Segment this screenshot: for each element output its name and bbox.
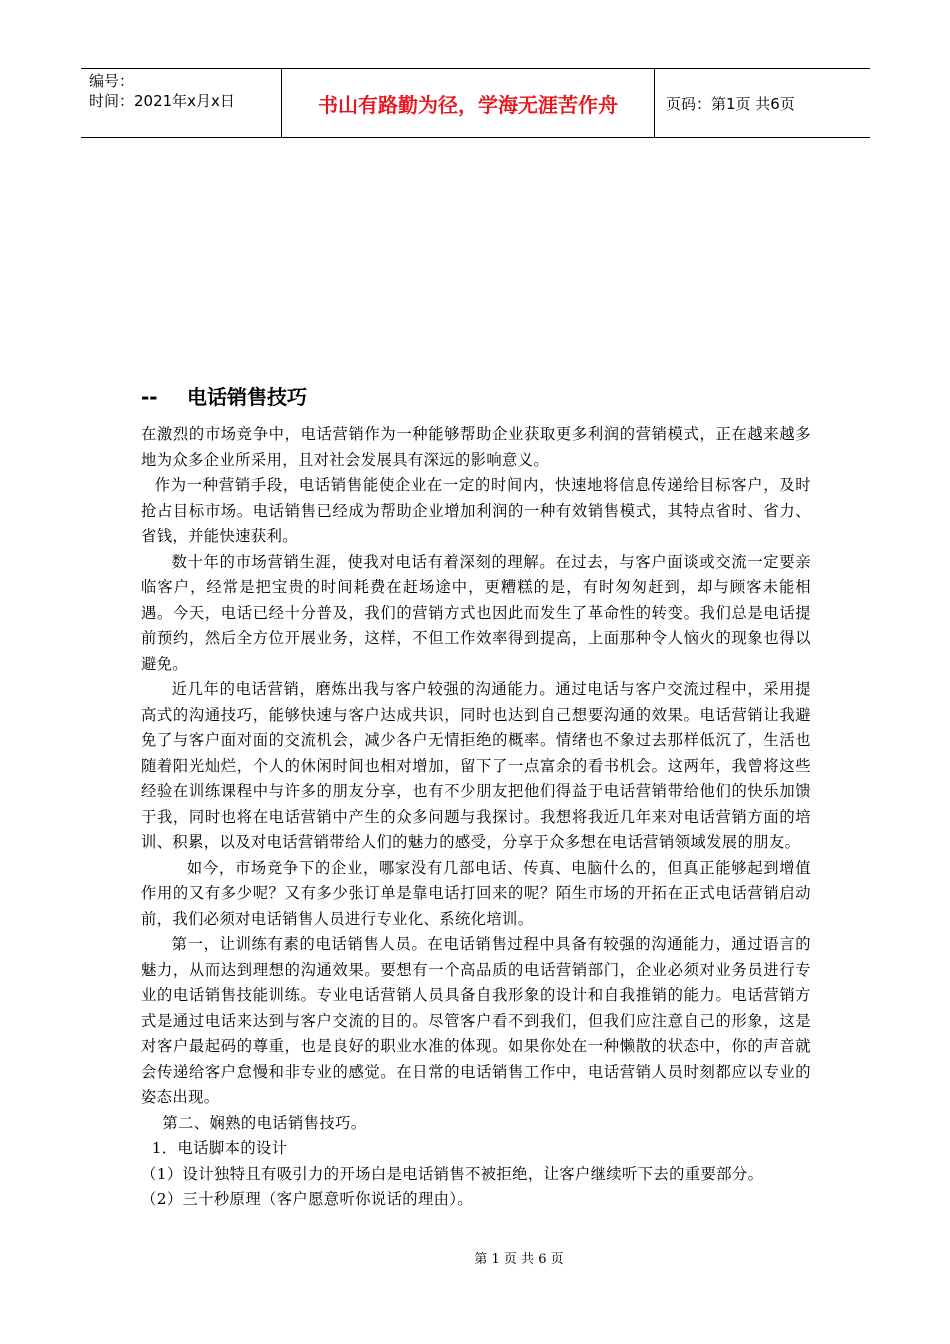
page-header (81, 68, 870, 138)
title-prefix: -- (141, 385, 158, 409)
paragraph: 近几年的电话营销，磨炼出我与客户较强的沟通能力。通过电话与客户交流过程中，采用提高式的沟通技巧，能够快速与客户达成共识，同时也达到自己想要沟通的效果。电话营销让我避免了与客户面对面的交流机会，减少各户无情拒绝的概率。情绪也不象过去那样低沉了，生活也随着阳光灿烂，个人的休闲时间也相对增加，留下了一点富余的看书机会。这两年，我曾将这些经验在训练课程中与许多的朋友分享，也有不少朋友把他们得益于电话营销带给他们的快乐加馈于我，同时也将在电话营销中产生的众多问题与我探讨。我想将我近几年来对电话营销方面的培训、积累，以及对电话营销带给人们的魅力的感受，分享于众多想在电话营销领域发展的朋友。 (141, 680, 811, 851)
document-title (141, 384, 307, 410)
title-text: 电话销售技巧 (187, 385, 307, 409)
paragraph: 第一，让训练有素的电话销售人员。在电话销售过程中具备有较强的沟通能力，通过语言的魅力，从而达到理想的沟通效果。要想有一个高品质的电话营销部门，企业必须对业务员进行专业的电话销售技能训练。专业电话营销人员具备自我形象的设计和自我推销的能力。电话营销方式是通过电话来达到与客户交流的目的。尽管客户看不到我们，但我们应注意自己的形象，这是对客户最起码的尊重，也是良好的职业水准的体现。如果你处在一种懒散的状态中，你的声音就会传递给客户怠慢和非专业的感觉。在日常的电话销售工作中，电话营销人员时刻都应以专业的姿态出现。 (141, 935, 811, 1106)
paragraph: 作为一种营销手段，电话销售能使企业在一定的时间内，快速地将信息传递给目标客户，及时抢占目标市场。电话销售已经成为帮助企业增加利润的一种有效销售模式，其特点省时、省力、省钱，并能快速获利。 (141, 476, 811, 545)
document-body (141, 422, 811, 1213)
list-item: （2）三十秒原理（客户愿意听你说话的理由）。 (141, 1190, 474, 1208)
list-heading: 1．电话脚本的设计 (151, 1139, 288, 1157)
list-item: （1）设计独特且有吸引力的开场白是电话销售不被拒绝，让客户继续听下去的重要部分。 (141, 1164, 764, 1183)
page-footer: 第 1 页 共 6 页 (474, 1252, 564, 1267)
header-page-info: 页码：第1页 共6页 (666, 94, 795, 113)
date-label: 时间：2021年x月x日 (89, 92, 235, 110)
paragraph: 数十年的市场营销生涯，使我对电话有着深刻的理解。在过去，与客户面谈或交流一定要亲临客户，经常是把宝贵的时间耗费在赶场途中，更糟糕的是，有时匆匆赶到，却与顾客未能相遇。今天，电话已经十分普及，我们的营销方式也因此而发生了革命性的转变。我们总是电话提前预约，然后全方位开展业务，这样，不但工作效率得到提高，上面那种令人恼火的现象也得以避免。 (141, 552, 811, 673)
header-motto: 书山有路勤为径，学海无涯苦作舟 (282, 69, 655, 137)
paragraph: 在激烈的市场竞争中，电话营销作为一种能够帮助企业获取更多利润的营销模式，正在越来越多地为众多企业所采用，且对社会发展具有深远的影响意义。 (141, 425, 811, 469)
paragraph: 第二、娴熟的电话销售技巧。 (162, 1113, 367, 1132)
paragraph: 如今，市场竞争下的企业，哪家没有几部电话、传真、电脑什么的，但真正能够起到增值作用的又有多少呢？又有多少张订单是靠电话打回来的呢？陌生市场的开拓在正式电话营销启动前，我们必须对电话销售人员进行专业化、系统化培训。 (141, 858, 811, 928)
number-label: 编号： (89, 72, 135, 90)
header-meta (81, 69, 282, 137)
